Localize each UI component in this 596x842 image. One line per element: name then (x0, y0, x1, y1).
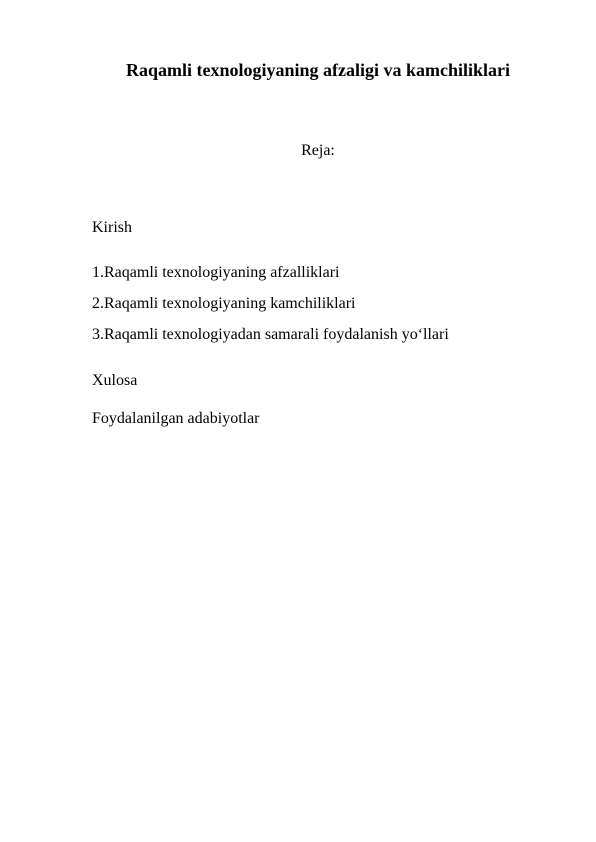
plan-heading: Reja: (301, 142, 335, 159)
intro-line: Kirish (92, 219, 132, 236)
plan-item-3 (92, 325, 449, 345)
plan-item-1 (92, 263, 339, 283)
plan-item-number: 1. (92, 264, 104, 281)
plan-item-number: 2. (92, 295, 104, 312)
conclusion-line: Xulosa (92, 372, 138, 389)
page-title: Raqamli texnologiyaning afzaligi va kamchiliklari (125, 60, 511, 80)
plan-item-text: Raqamli texnologiyadan samarali foydalanish yo‘llari (104, 326, 449, 343)
references-line: Foydalanilgan adabiyotlar (92, 410, 260, 427)
plan-item-text: Raqamli texnologiyaning afzalliklari (104, 264, 340, 281)
plan-item-text: Raqamli texnologiyaning kamchiliklari (104, 295, 356, 312)
plan-item-2 (92, 294, 356, 314)
plan-item-number: 3. (92, 326, 104, 343)
